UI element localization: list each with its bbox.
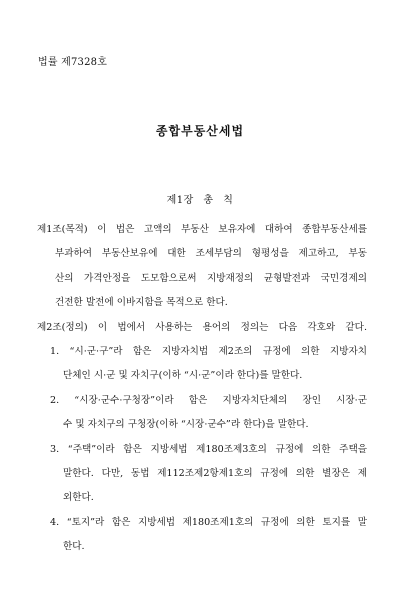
text-line-item4: 4. “토지”라 함은 지방세법 제180조제1호의 규정에 의한 토지를 말 (50, 516, 367, 528)
law-number: 법률 제7328호 (38, 57, 108, 68)
text-line: 한다. (63, 541, 85, 553)
chapter-heading: 제1장 총 칙 (166, 195, 234, 206)
text-line: 건전한 발전에 이바지함을 목적으로 한다. (55, 297, 228, 309)
text-line: 외한다. (63, 492, 94, 504)
text-line-item2: 2. “시장·군수·구청장”이라 함은 지방자치단체의 장인 시장·군 (50, 394, 367, 406)
law-body (37, 218, 367, 559)
text-line: 말한다. 다만, 동법 제112조제2항제1호의 규정에 의한 별장은 제 (63, 467, 367, 479)
text-line-item3: 3. “주택”이라 함은 지방세법 제180조제3호의 규정에 의한 주택을 (50, 443, 367, 455)
law-title: 종합부동산세법 (155, 124, 245, 138)
text-line: 부과하여 부동산보유에 대한 조세부담의 형평성을 제고하고, 부동 (55, 248, 367, 260)
text-line-article1: 제1조(목적) 이 법은 고액의 부동산 보유자에 대하여 종합부동산세를 (37, 224, 367, 235)
text-line: 단체인 시·군 및 자치구(이하 “시·군”이라 한다)를 말한다. (63, 370, 303, 382)
text-line-item1: 1. “시·군·구”라 함은 지방자치법 제2조의 규정에 의한 지방자치 (50, 345, 367, 357)
text-line: 산의 가격안정을 도모함으로써 지방재정의 균형발전과 국민경제의 (55, 272, 367, 284)
text-line-article2: 제2조(정의) 이 법에서 사용하는 용어의 정의는 다음 각호와 같다. (37, 321, 367, 333)
text-line: 수 및 자치구의 구청장(이하 “시장·군수”라 한다)을 말한다. (63, 419, 309, 431)
